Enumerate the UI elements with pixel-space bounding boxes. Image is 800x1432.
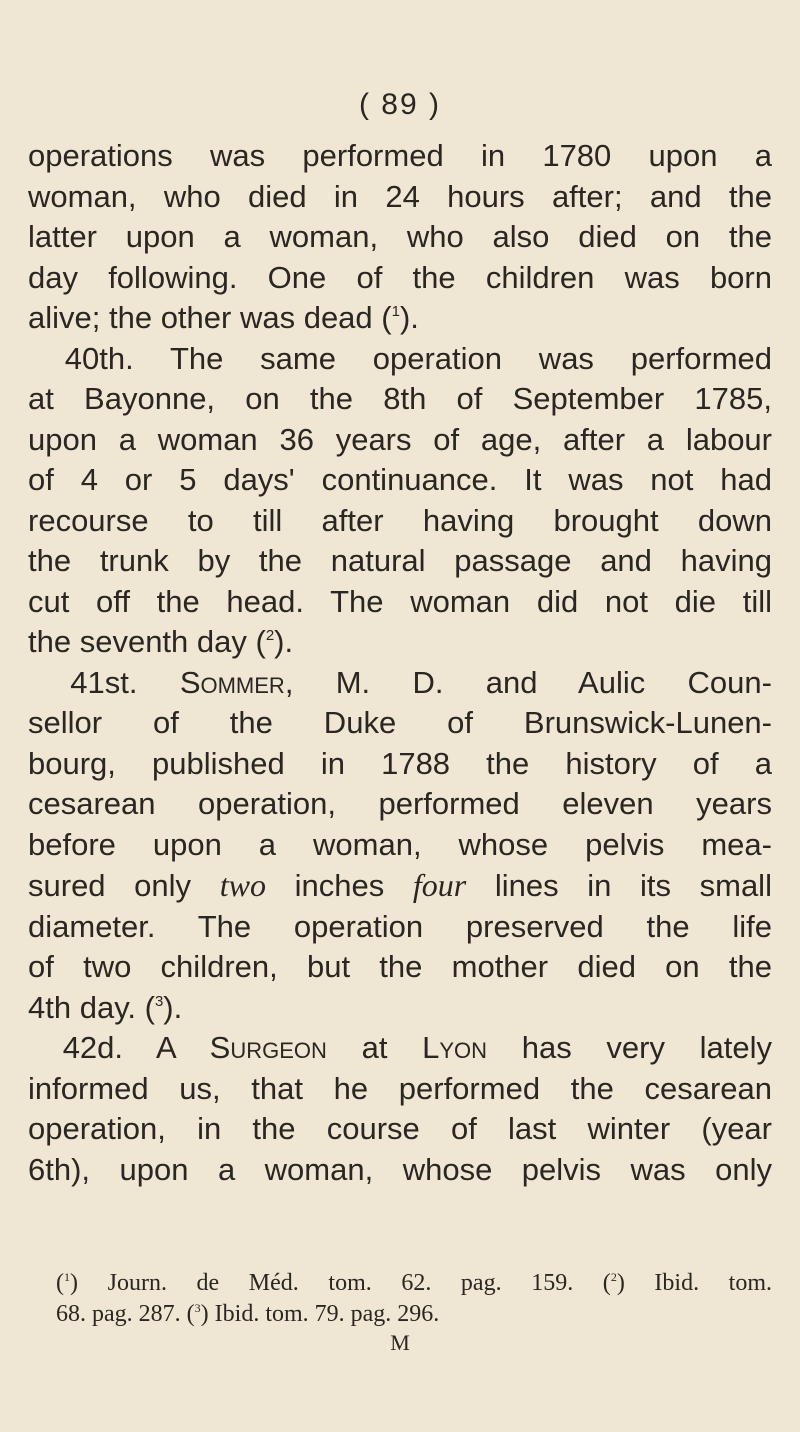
author-name: Sommer, (179, 664, 294, 700)
text-fragment: sured only (28, 868, 192, 903)
footnote-text: Journ. de Méd. tom. 62. pag. 159. (107, 1270, 574, 1296)
text-line: the seventh day ($^2$). (28, 624, 294, 659)
text-line: of two children, but the mother died on the (28, 949, 772, 984)
text-line: upon a woman 36 years of age, after a labour (28, 421, 772, 457)
text-line: operations was performed in 1780 upon a (28, 138, 772, 173)
text-line (28, 663, 772, 704)
text-line: latter upon a woman, who also died on the (28, 219, 772, 254)
text-line: 4th day. ($^3$). (28, 989, 183, 1025)
text-line: alive; the other was dead ($^1$). (28, 300, 419, 335)
signature-mark: M (390, 1330, 410, 1355)
text-fragment: M. D. and Aulic Coun- (335, 664, 772, 700)
footnote-text: Ibid. tom. (654, 1270, 773, 1296)
text-line: informed us, that he performed the cesarean (28, 1070, 772, 1106)
italic-word: four (412, 867, 467, 903)
text-fragment: lines in its small (494, 868, 772, 903)
text-line: of 4 or 5 days' continuance. It was not had (28, 462, 772, 497)
text-fragment: has very lately (521, 1030, 772, 1065)
text-line (28, 865, 772, 907)
text-fragment: at (361, 1030, 388, 1065)
text-line: cesarean operation, performed eleven years (28, 786, 772, 821)
text-line: before upon a woman, whose pelvis mea- (28, 826, 772, 862)
text-line (28, 1028, 772, 1069)
text-line (28, 339, 772, 380)
footnote-line: 68. pag. 287. ($^3$) Ibid. tom. 79. pag. 296. (56, 1301, 440, 1327)
small-caps-word: Surgeon (209, 1030, 327, 1065)
text-fragment: alive; the other was dead (28, 300, 373, 335)
page-number: ( 89 ) (358, 88, 442, 121)
footnote-mark: 3 (154, 992, 164, 1010)
text-line: operation, in the course of last winter (year (28, 1111, 772, 1146)
footnote-mark: 1 (391, 303, 400, 320)
footnote-mark: 2 (610, 1270, 617, 1284)
text-line: day following. One of the children was born (28, 259, 772, 295)
text-line: diameter. The operation preserved the life (28, 908, 772, 944)
text-fragment: 41st. (70, 664, 138, 700)
footnote-text: Ibid. tom. 79. pag. 296. (214, 1301, 440, 1327)
footnote-mark: 3 (194, 1301, 201, 1315)
footnote-line: ($^1$) Journ. de Méd. tom. 62. pag. 159. ($^2$) Ibid. tom. (56, 1270, 773, 1296)
footnote-text: 68. pag. 287. (56, 1301, 181, 1327)
text-fragment: the seventh day (28, 624, 247, 659)
text-fragment: inches (294, 868, 385, 903)
footnote-mark: 1 (64, 1270, 70, 1284)
small-caps-word: Lyon (422, 1030, 488, 1065)
text-line: 6th), upon a woman, whose pelvis was only (28, 1151, 772, 1187)
main-text (28, 136, 772, 1190)
text-line: cut off the head. The woman did not die till (28, 583, 772, 619)
text-fragment: 4th day. (28, 989, 137, 1025)
text-line: the trunk by the natural passage and having (28, 543, 772, 578)
footnote-mark: 2 (265, 627, 275, 644)
text-line: at Bayonne, on the 8th of September 1785, (28, 381, 772, 416)
footnotes (56, 1268, 772, 1330)
text-fragment: 40th. The same operation was performed (64, 340, 772, 376)
text-line: recourse to till after having brought down (28, 502, 772, 538)
text-line: woman, who died in 24 hours after; and the (28, 178, 772, 214)
italic-word: two (219, 867, 266, 903)
text-line: sellor of the Duke of Brunswick-Lunen- (28, 705, 772, 740)
text-fragment: 42d. A (62, 1030, 175, 1065)
text-line: bourg, published in 1788 the history of a (28, 745, 772, 781)
